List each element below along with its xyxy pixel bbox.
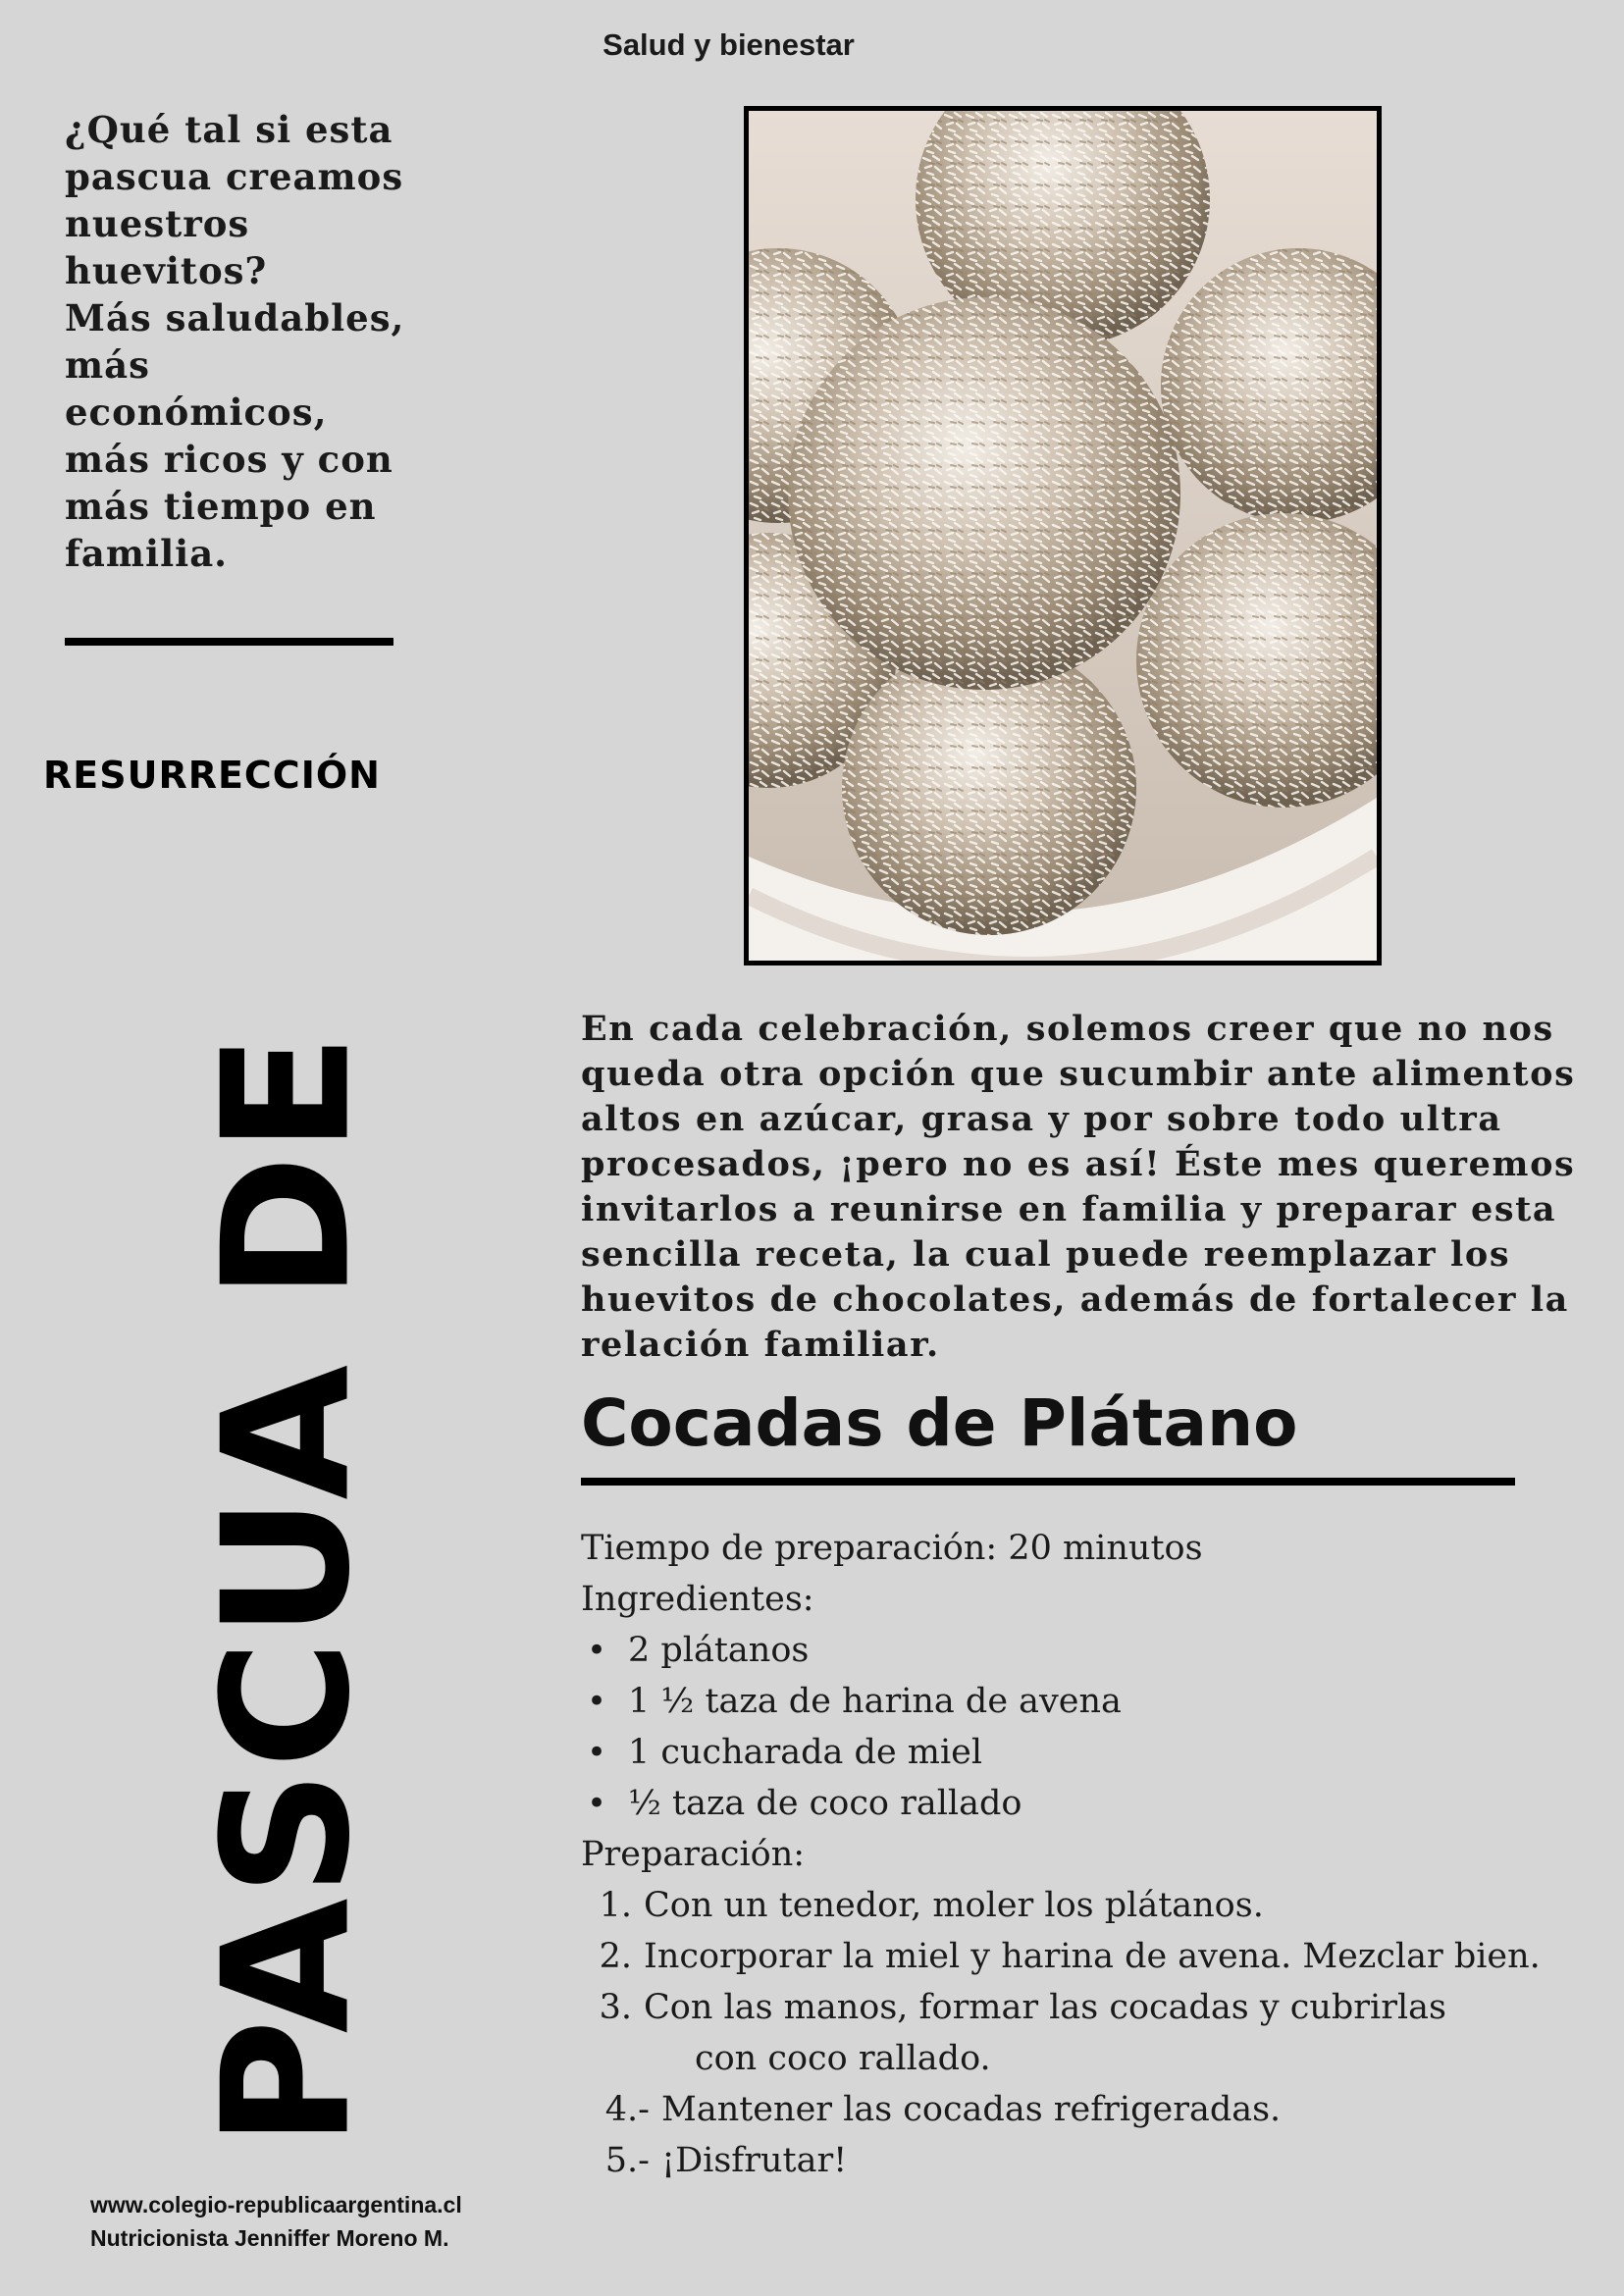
body-line: huevitos de chocolates, además de fortalecer la xyxy=(581,1279,1569,1320)
ingredient-item: • 1 ½ taza de harina de avena xyxy=(581,1676,1523,1727)
intro-line: huevitos? xyxy=(65,249,268,292)
step-number: 1. xyxy=(599,1886,632,1925)
coconut-balls-illustration xyxy=(749,111,1377,961)
intro-text xyxy=(65,106,418,577)
preparation-steps xyxy=(581,1880,1541,2186)
recipe-title: Cocadas de Plátano xyxy=(581,1385,1298,1461)
intro-line: económicos, xyxy=(65,391,328,434)
step-text: Con las manos, formar las cocadas y cubrirlas xyxy=(644,1988,1446,2027)
step-text: Mantener las cocadas refrigeradas. xyxy=(661,2090,1282,2129)
intro-line: más ricos y con xyxy=(65,438,393,481)
intro-line: nuestros xyxy=(65,202,250,245)
subtitle: RESURRECCIÓN xyxy=(43,754,381,797)
body-line: invitarlos a reunirse en familia y preparar esta xyxy=(581,1189,1557,1229)
body-paragraph xyxy=(581,1007,1576,1368)
step-item xyxy=(581,2135,1523,2186)
footer xyxy=(90,2188,462,2255)
step-continuation xyxy=(581,2033,1523,2084)
step-text: con coco rallado. xyxy=(695,2039,991,2078)
body-line: procesados, ¡pero no es así! Éste mes queremos xyxy=(581,1144,1576,1184)
body-line: queda otra opción que sucumbir ante alimentos xyxy=(581,1054,1576,1094)
step-item xyxy=(581,2084,1523,2135)
recipe-details xyxy=(581,1523,1541,2186)
intro-line: más xyxy=(65,343,150,387)
step-number: 4.- xyxy=(604,2090,650,2129)
ingredients-list xyxy=(581,1625,1523,1829)
ingredient-item: • ½ taza de coco rallado xyxy=(581,1778,1523,1829)
body-line: En cada celebración, solemos creer que no nos xyxy=(581,1009,1554,1049)
intro-line: Más saludables, xyxy=(65,296,405,339)
step-text: Incorporar la miel y harina de avena. Mezclar bien. xyxy=(644,1937,1541,1976)
prep-time: Tiempo de preparación: 20 minutos xyxy=(581,1529,1203,1568)
step-number: 2. xyxy=(599,1937,632,1976)
ingredient-item: • 2 plátanos xyxy=(581,1625,1523,1676)
intro-line: ¿Qué tal si esta xyxy=(65,108,393,151)
intro-line: pascua creamos xyxy=(65,155,404,198)
ingredients-heading: Ingredientes: xyxy=(581,1580,814,1619)
ingredient-item: • 1 cucharada de miel xyxy=(581,1727,1523,1778)
footer-author: Nutricionista Jenniffer Moreno M. xyxy=(90,2225,449,2251)
step-item xyxy=(581,1931,1541,1982)
body-line: relación familiar. xyxy=(581,1325,940,1365)
footer-website: www.colegio-republicaargentina.cl xyxy=(90,2192,462,2218)
intro-line: más tiempo en xyxy=(65,485,377,528)
header-tag: Salud y bienestar xyxy=(602,27,855,62)
step-number: 3. xyxy=(599,1988,632,2027)
vertical-title: PASCUA DE xyxy=(184,1031,389,2148)
step-item xyxy=(581,1982,1523,2033)
recipe-photo xyxy=(744,106,1382,965)
intro-line: familia. xyxy=(65,532,229,575)
step-item xyxy=(581,1880,1523,1931)
intro-divider xyxy=(65,638,393,646)
step-text: Con un tenedor, moler los plátanos. xyxy=(644,1886,1264,1925)
step-text: ¡Disfrutar! xyxy=(661,2141,848,2180)
preparation-heading: Preparación: xyxy=(581,1835,806,1874)
step-number: 5.- xyxy=(604,2141,650,2180)
body-line: altos en azúcar, grasa y por sobre todo ultra xyxy=(581,1099,1502,1139)
recipe-divider xyxy=(581,1478,1515,1486)
body-line: sencilla receta, la cual puede reemplazar los xyxy=(581,1234,1511,1275)
